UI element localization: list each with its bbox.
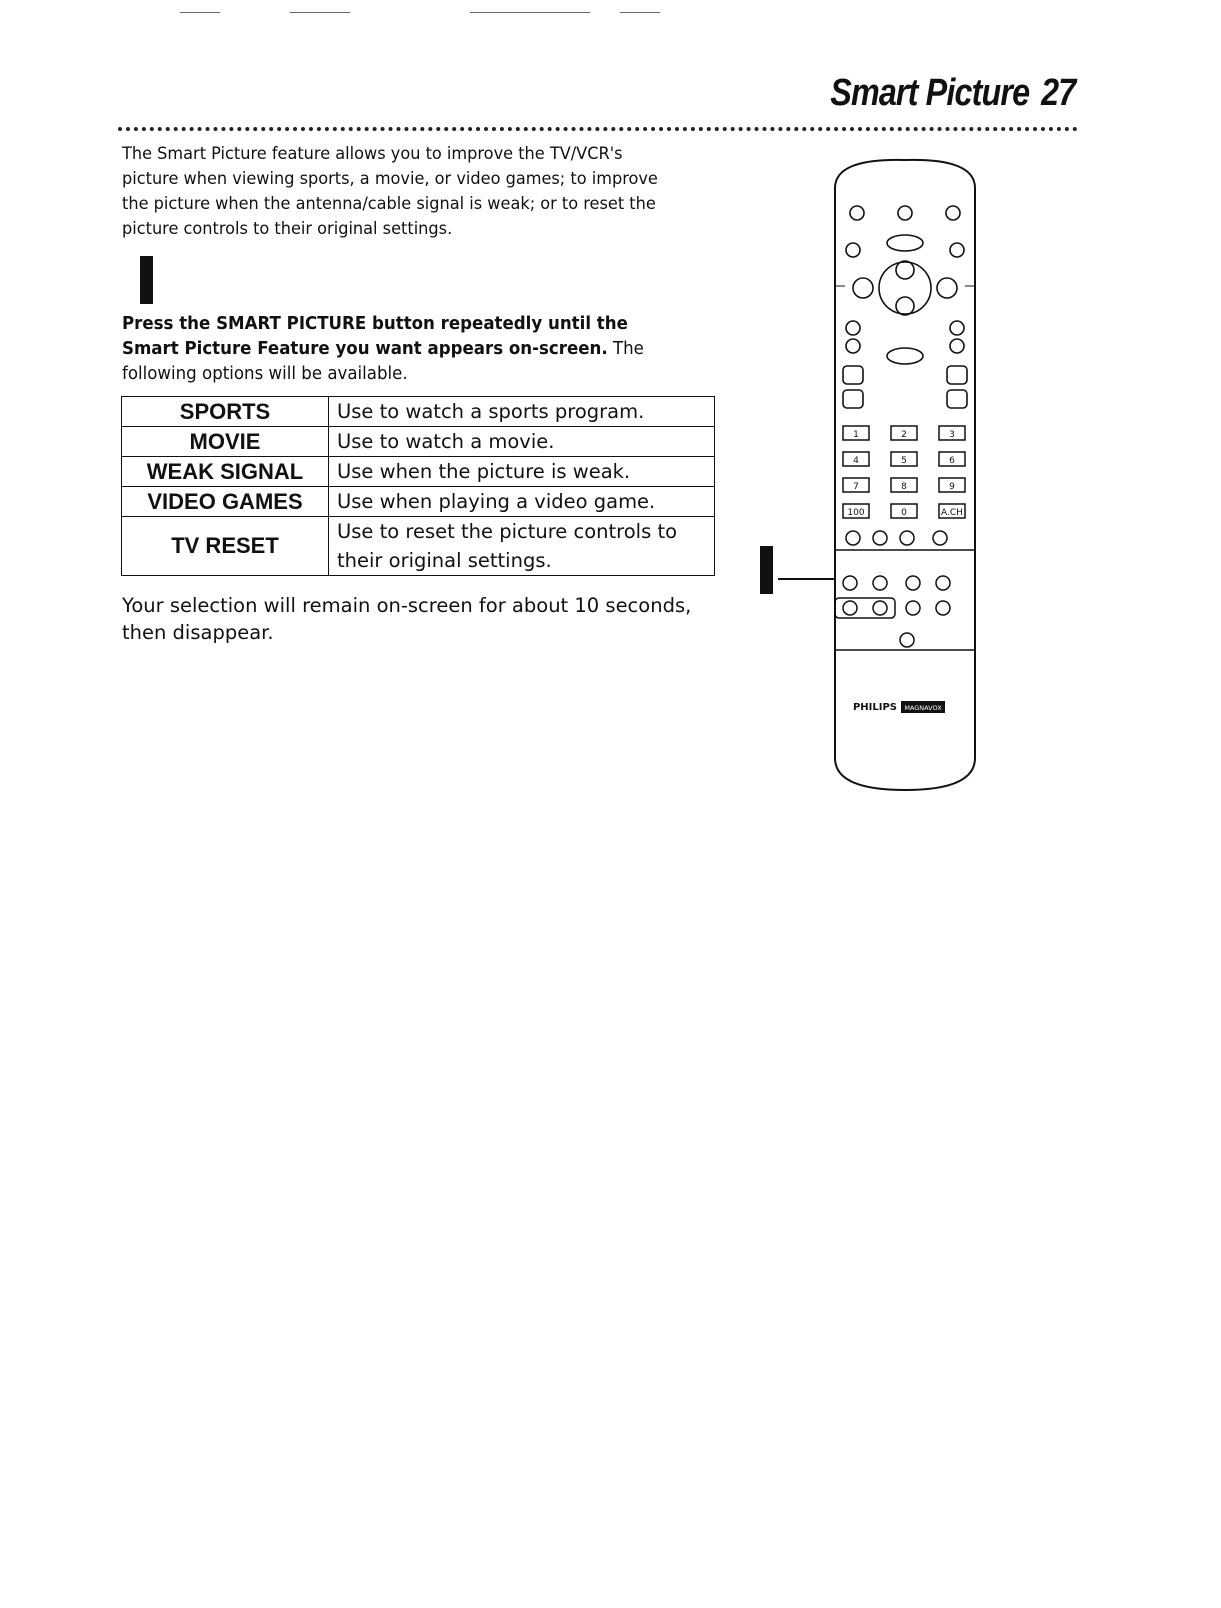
table-row [122,487,715,517]
options-table [121,396,715,576]
instruction-normal: The following options will be available. [122,339,644,384]
key-1: 1 [853,430,859,440]
key-0: 0 [901,508,907,518]
table-row [122,397,715,427]
page-title: Smart Picture [829,72,1029,114]
remote-control-illustration [825,158,985,808]
option-description: Use to watch a sports program. [329,397,715,427]
table-row [122,457,715,487]
option-name: VIDEO GAMES [122,487,329,517]
option-name: MOVIE [122,427,329,457]
key-3: 3 [949,430,955,440]
key-8: 8 [901,482,907,492]
remote-brand-philips: PHILIPS [852,702,897,713]
table-row [122,517,715,576]
option-description: Use when the picture is weak. [329,457,715,487]
key-5: 5 [901,456,907,466]
option-name: TV RESET [122,517,329,576]
table-row [122,427,715,457]
option-name: SPORTS [122,397,329,427]
page-number: 27 [1040,72,1075,114]
key-ach: A.CH [941,508,963,518]
page-header [830,72,1075,115]
outro-paragraph: Your selection will remain on-screen for about 10 seconds, then disappear. [122,594,692,644]
key-2: 2 [901,430,907,440]
remote-brand-magnavox: MAGNAVOX [904,704,942,712]
option-description: Use to watch a movie. [329,427,715,457]
option-description: Use when playing a video game. [329,487,715,517]
header-divider [118,127,1078,131]
key-4: 4 [853,456,859,466]
scan-artifact [620,12,660,13]
instruction-paragraph [122,312,683,387]
scan-artifact [290,12,350,13]
option-name: WEAK SIGNAL [122,457,329,487]
key-9: 9 [949,482,955,492]
key-6: 6 [949,456,955,466]
intro-paragraph: The Smart Picture feature allows you to improve the TV/VCR's picture when viewing sports, a movie, or video games; to improve the picture when the antenna/cable signal is weak; or to reset the picture controls to their original settings. [122,144,658,239]
key-100: 100 [847,508,865,518]
step-1-marker [140,256,153,304]
key-7: 7 [853,482,859,492]
option-description: Use to reset the picture controls to their original settings. [329,517,715,576]
instruction-bold: Press the SMART PICTURE button repeatedly until the Smart Picture Feature you want appears on-screen. [122,314,628,359]
step-1-callout-marker [760,546,773,594]
scan-artifact [180,12,220,13]
scan-artifact [470,12,590,13]
